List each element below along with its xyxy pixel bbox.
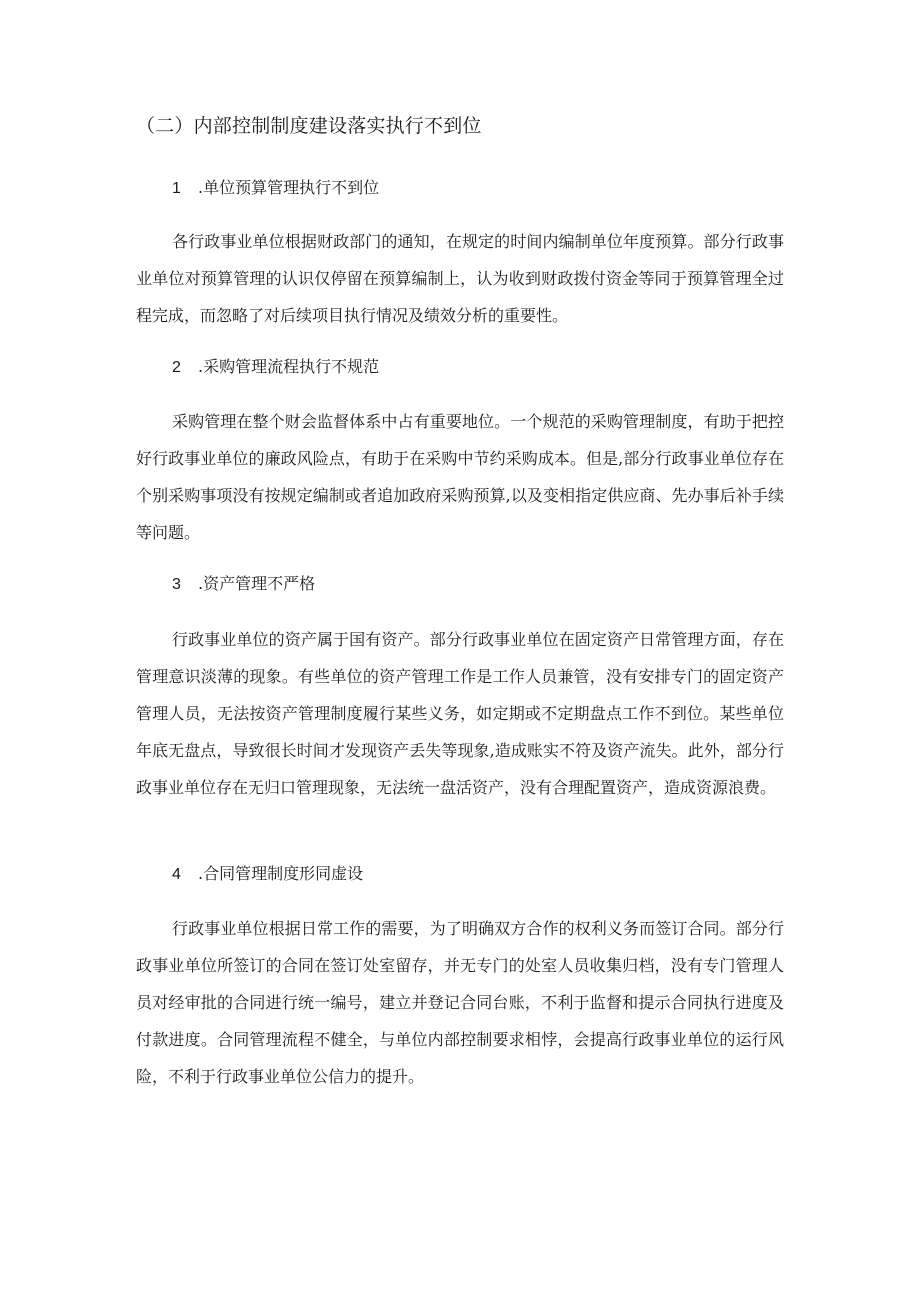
subsection-heading-2: [172, 355, 379, 380]
subsection-title: .采购管理流程执行不规范: [198, 357, 380, 376]
paragraph-4: 行政事业单位根据日常工作的需要，为了明确双方合作的权利义务而签订合同。部分行政事业单位所签订的合同在签订处室留存，并无专门的处室人员收集归档，没有专门管理人员对经审批的合同进行统一编号，建立并登记合同台账，不利于监督和提示合同执行进度及付款进度。合同管理流程不健全，与单位内部控制要求相悖，会提高行政事业单位的运行风险，不利于行政事业单位公信力的提升。: [136, 919, 784, 1086]
section-heading: （二）内部控制制度建设落实执行不到位: [136, 115, 482, 137]
subsection-title: .资产管理不严格: [198, 574, 316, 593]
paragraph-3: 行政事业单位的资产属于国有资产。部分行政事业单位在固定资产日常管理方面，存在管理意识淡薄的现象。有些单位的资产管理工作是工作人员兼管，没有安排专门的固定资产管理人员，无法按资产管理制度履行某些义务，如定期或不定期盘点工作不到位。某些单位年底无盘点，导致很长时间才发现资产丢失等现象,造成账实不符及资产流失。此外，部分行政事业单位存在无归口管理现象，无法统一盘活资产，没有合理配置资产，造成资源浪费。: [136, 630, 784, 797]
subsection-number: 4: [172, 866, 181, 883]
subsection-heading-3: [172, 572, 315, 597]
paragraph-1: 各行政事业单位根据财政部门的通知，在规定的时间内编制单位年度预算。部分行政事业单位对预算管理的认识仅停留在预算编制上，认为收到财政拨付资金等同于预算管理全过程完成，而忽略了对后续项目执行情况及绩效分析的重要性。: [136, 232, 784, 325]
subsection-heading-1: [172, 176, 379, 201]
subsection-title: .单位预算管理执行不到位: [198, 178, 380, 197]
subsection-heading-4: [172, 862, 363, 887]
subsection-number: 2: [172, 359, 181, 376]
subsection-number: 3: [172, 576, 181, 593]
subsection-number: 1: [172, 180, 181, 197]
paragraph-2: 采购管理在整个财会监督体系中占有重要地位。一个规范的采购管理制度，有助于把控好行政事业单位的廉政风险点，有助于在采购中节约采购成本。但是,部分行政事业单位存在个别采购事项没有按规定编制或者追加政府采购预算,以及变相指定供应商、先办事后补手续等问题。: [136, 412, 784, 542]
subsection-title: .合同管理制度形同虚设: [198, 864, 364, 883]
